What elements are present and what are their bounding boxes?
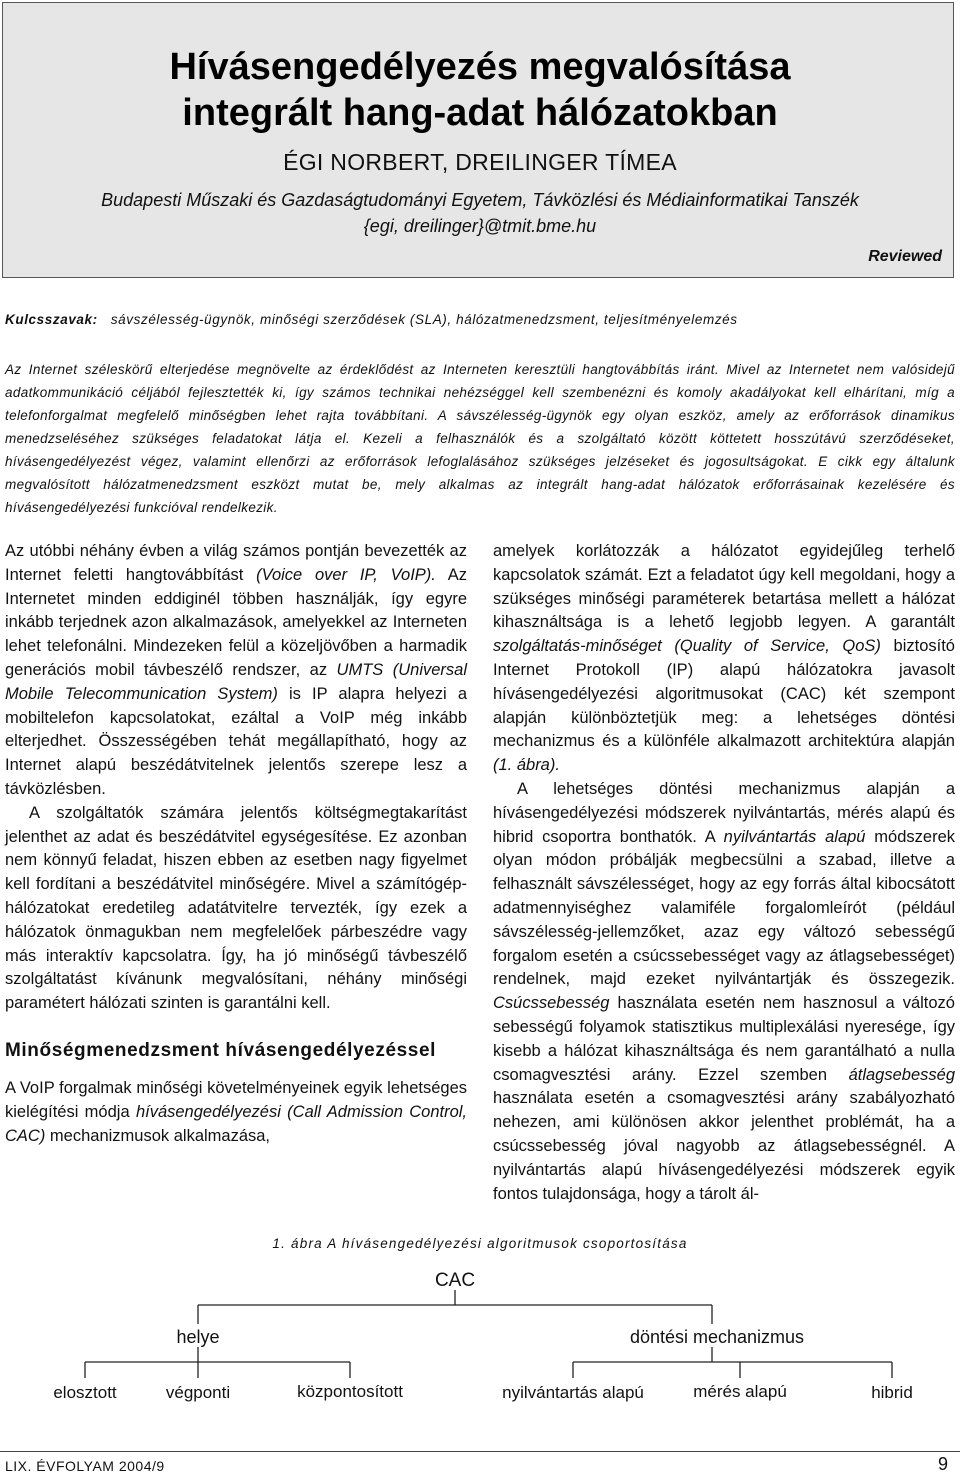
- text-italic: hívásengedélyezési (Call Admission Control, CAC): [5, 1102, 467, 1145]
- text: mechanizmusok alkalmazása,: [45, 1126, 271, 1145]
- email: {egi, dreilinger}@tmit.bme.hu: [363, 216, 597, 236]
- text: is IP alapra helyezi a mobiltelefon kapcsolatokat, ezáltal a VoIP még inkább elterjedhet. Összességében tehát megállapítható, hogy az Internet alapú beszédátvitelnek jelentős szerepe lesz a távközlésben.: [5, 684, 467, 798]
- text: A VoIP forgalmak minőségi követelményeinek egyik lehetséges kielégítési módja: [5, 1078, 467, 1121]
- figure-caption: 1. ábra A hívásengedélyezési algoritmusok csoportosítása: [272, 1236, 688, 1251]
- text: módszerek olyan módon próbálják megbecsülni a szabad, illetve a felhasznált sávszélességet, hogy az egy forrás által kibocsátott adatmennyiséghez valamiféle forgalomleírót (például sávszélesség-jellemzőket, azaz egy változó sebességű forgalom esetén a csúcssebességet vagy az átlagsebességet) rendelnek, majd ezeket nyilvántartják és összegezik.: [493, 827, 955, 989]
- node-helye: helye: [176, 1327, 220, 1347]
- text-italic: átlagsebesség: [848, 1065, 955, 1084]
- paragraph: A szolgáltatók számára jelentős költségmegtakarítást jelenthet az adat és beszédátvitel egységesítése. Ez azonban nem könnyű feladat, hiszen ebben az esetben nagy figyelmet kell fordítani a beszédátvitel minőségére. Mivel a számítógép-hálózatokat eredetileg adatátvitelre tervezték, így ezek a hálózatok önmagukban nem megfelelőek párbeszédre vagy más interaktív kapcsolatra. Így, ha jó minőségű távbeszélő szolgáltatást kívánunk megvalósítani, néhány minőségi paramétert hálózati szinten is garantálni kell.: [5, 803, 467, 1013]
- text-italic: (1. ábra).: [493, 756, 560, 775]
- text: amelyek korlátozzák a hálózatot egyidejűleg terhelő kapcsolatok számát. Ezt a feladatot úgy kell megoldani, hogy a szükséges minőségi paraméterek betartása mellett a hálózat kihasználtsága is a lehető legjobb legyen. A garantált: [493, 542, 955, 632]
- text: biztosító Internet Protokoll (IP) alapú hálózatokra javasolt hívásengedélyezési algoritmusokat (CAC) két szempont alapján különböztetjük meg: a lehetséges döntési mechanizmus és a különféle alkalmazott architektúra alapján: [493, 637, 955, 751]
- text: használata esetén nem hasznosul a változó sebességű folyamok statisztikus multiplexálási nyeresége, így kisebb a hálózat kihasználtsága és nem garantálható a nulla csomagvesztési arány. Ezzel szemben: [493, 994, 955, 1084]
- page-number: 9: [937, 1454, 948, 1474]
- column-left: [5, 540, 467, 1148]
- text-italic: nyilvántartás alapú: [723, 827, 866, 846]
- node-nyilvantartas-alapu: nyilvántartás alapú: [502, 1383, 644, 1402]
- cac-tree-diagram: [0, 1260, 960, 1450]
- node-kozpontositott: központosított: [297, 1382, 403, 1401]
- text: használata esetén a csomagvesztési arány szabályozható nehezen, ami különösen akkor jelenthet problémát, ha a csúcssebesség jóval nagyobb az átlagsebességnél. A nyilvántartás alapú hívásengedélyezési módszerek egyik fontos tulajdonsága, hogy a tárolt ál-: [493, 1089, 955, 1203]
- footer-divider: [0, 1451, 960, 1452]
- footer-volume: LIX. ÉVFOLYAM 2004/9: [5, 1458, 165, 1474]
- node-hibrid: hibrid: [871, 1383, 913, 1402]
- title-line-2: integrált hang-adat hálózatokban: [182, 92, 778, 134]
- affiliation: Budapesti Műszaki és Gazdaságtudományi Egyetem, Távközlési és Médiainformatikai Tanszék: [101, 190, 859, 210]
- paragraph: [493, 540, 955, 778]
- node-elosztott: elosztott: [53, 1383, 117, 1402]
- paragraph: [5, 1077, 467, 1148]
- text: Az Internetet minden eddiginél többen használják, így egyre inkább terjednek azon alkalmazások, amelyekkel az Interneten lehet telefonálni. Mindezeken felül a közeljövőben a harmadik generációs mobil távbeszélő rendszer, az: [5, 565, 467, 679]
- paragraph: [5, 540, 467, 802]
- node-meres-alapu: mérés alapú: [693, 1382, 787, 1401]
- title-line-1: Hívásengedélyezés megvalósítása: [169, 46, 791, 88]
- keywords: [5, 312, 955, 327]
- affiliation-block: [0, 187, 960, 239]
- column-right: [493, 540, 955, 1206]
- text-italic: Csúcssebesség: [493, 994, 610, 1013]
- paper-title: [0, 44, 960, 136]
- text-italic: UMTS (Universal Mobile Telecommunication System): [5, 660, 467, 703]
- node-vegponti: végponti: [165, 1383, 231, 1402]
- keywords-text: sávszélesség-ügynök, minőségi szerződések (SLA), hálózatmenedzsment, teljesítményelemzés: [110, 312, 738, 327]
- abstract: Az Internet széleskörű elterjedése megnövelte az érdeklődést az Interneten keresztüli hangtovábbítás iránt. Mivel az Internetet nem valósidejű adatkommunikáció céljából fejlesztették ki, így számos technikai nehézséggel kell szembenézni és komoly akadályokat kell elhárítani, míg a telefonforgalmat megfelelő minőségben lehet rajta továbbítani. A sávszélesség-ügynök egy olyan eszköz, amely az erőforrások dinamikus menedzseléséhez szükséges feladatokat látja el. Kezeli a felhasználók és a szolgáltató között köttetett hosszútávú szerződéseket, hívásengedélyezést végez, valamint ellenőrzi az erőforrások lefoglalásához szükséges jelzéseket és jogosultságokat. E cikk egy általunk megvalósított hálózatmenedzsment eszközt mutat be, mely alkalmas az integrált hang-adat hálózatok erőforrásainak kezelésére és hívásengedélyezési funkcióval rendelkezik.: [5, 362, 955, 515]
- reviewed-label: Reviewed: [868, 248, 942, 265]
- text-italic: (Voice over IP, VoIP).: [256, 565, 436, 584]
- text: A lehetséges döntési mechanizmus alapján a hívásengedélyezési módszerek nyilvántartás, mérés alapú és hibrid csoportra bonthatók. A: [493, 779, 955, 846]
- keywords-label: Kulcsszavak:: [5, 312, 98, 327]
- section-heading: Minőségmenedzsment hívásengedélyezéssel: [5, 1039, 436, 1061]
- node-cac: CAC: [434, 1270, 476, 1291]
- paragraph: [493, 778, 955, 1206]
- authors: ÉGI NORBERT, DREILINGER TÍMEA: [283, 149, 677, 175]
- text-italic: szolgáltatás-minőséget (Quality of Service, QoS): [493, 637, 881, 656]
- node-dontesi-mechanizmus: döntési mechanizmus: [629, 1327, 805, 1347]
- text: Az utóbbi néhány évben a világ számos pontján bevezették az Internet feletti hangtovábbítást: [5, 542, 467, 584]
